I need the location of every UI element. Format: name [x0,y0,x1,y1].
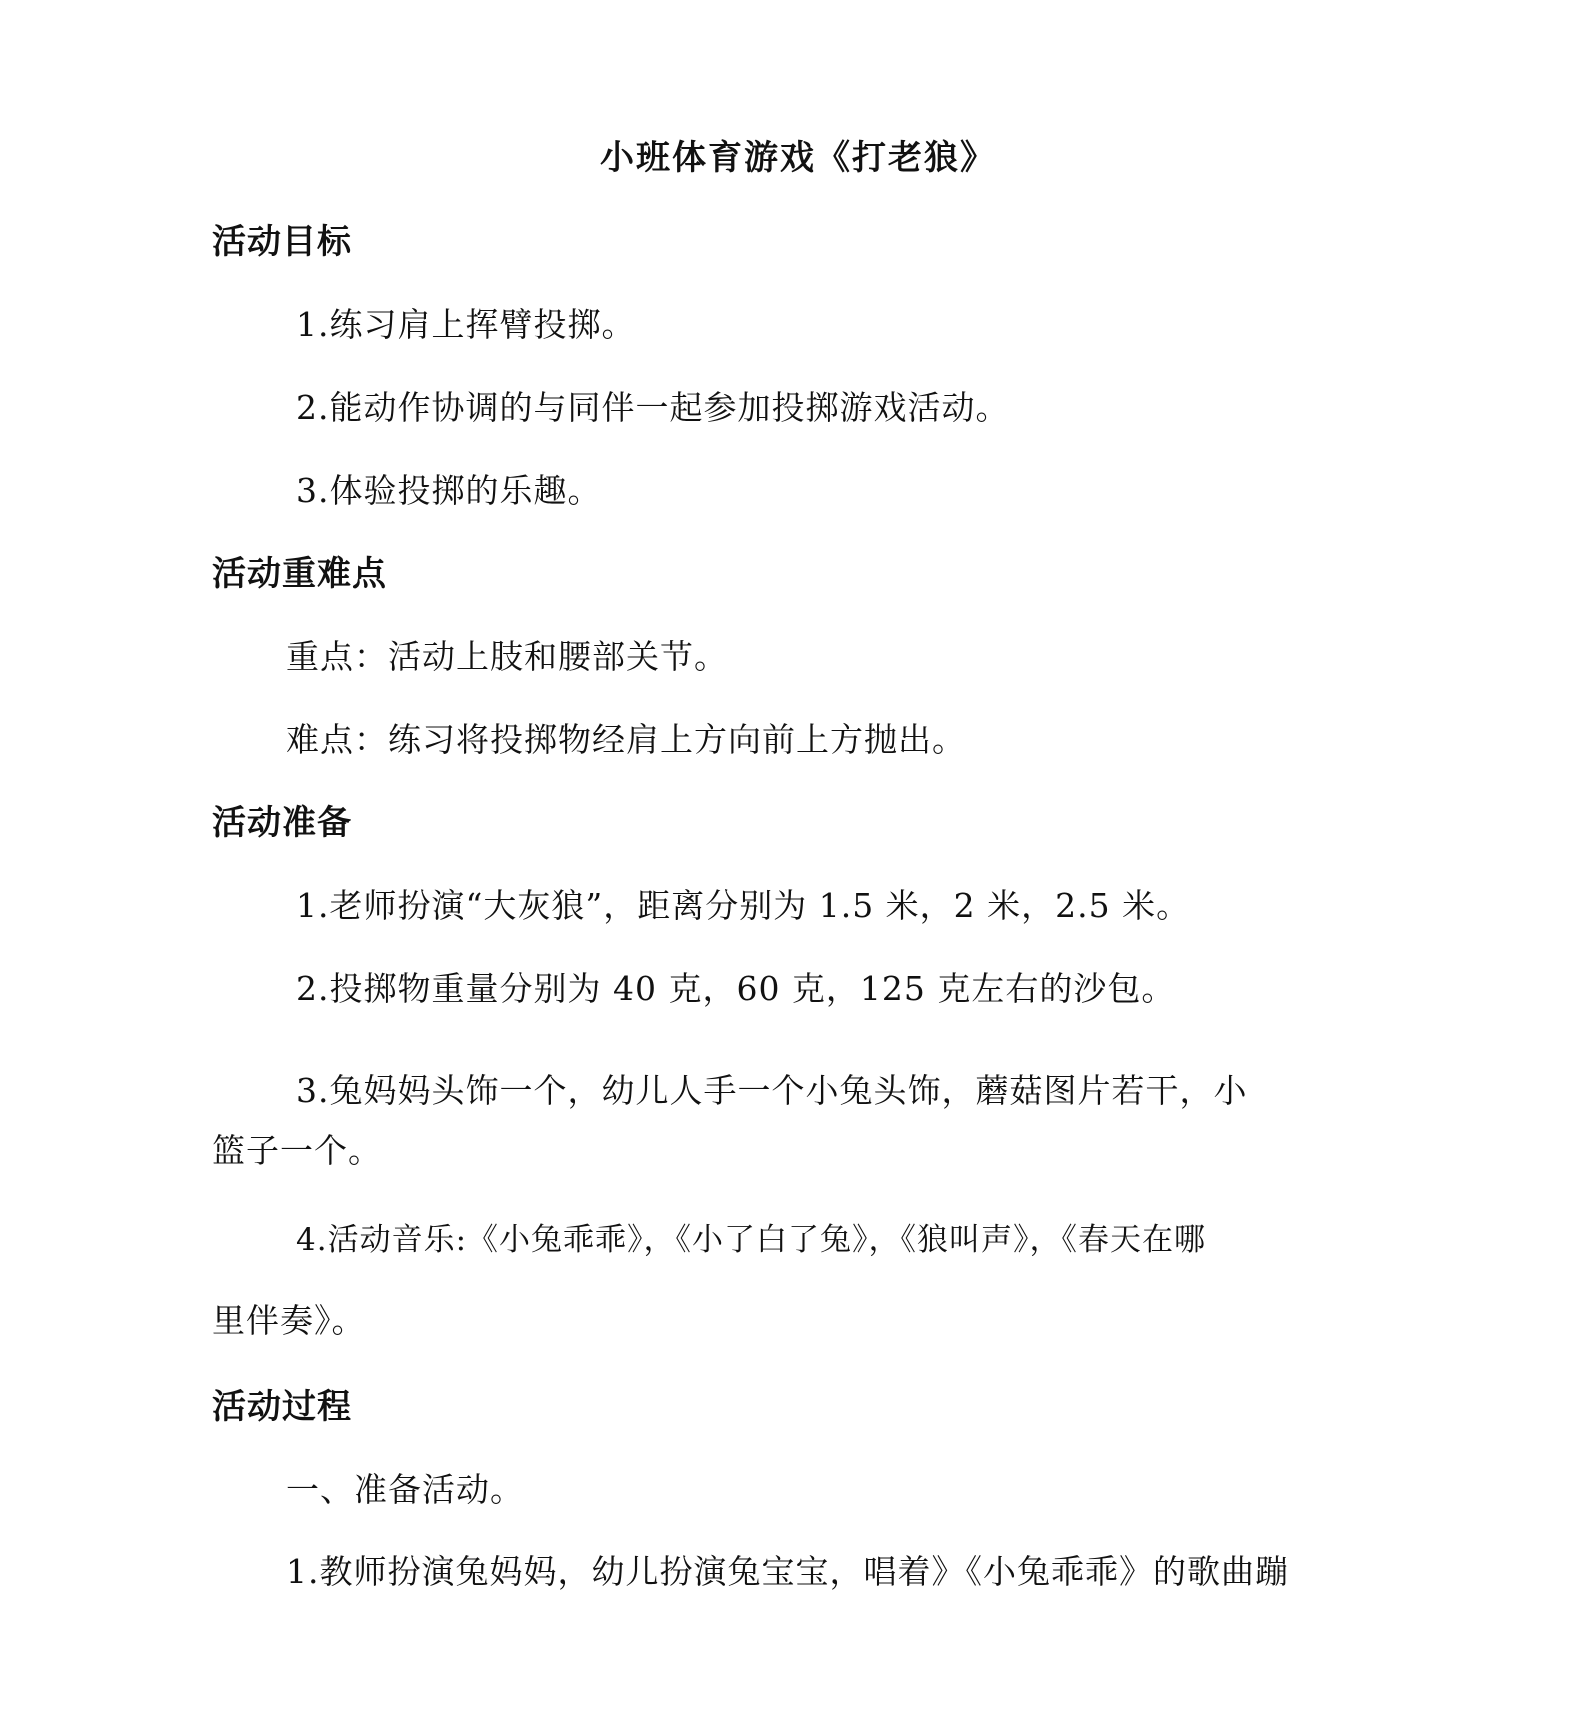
goal-item-2: 2.能动作协调的与同伴一起参加投掷游戏活动。 [296,388,1010,427]
process-step-1: 一、准备活动。 [286,1470,524,1509]
prep-item-3: 3.兔妈妈头饰一个，幼儿人手一个小兔头饰，蘑菇图片若干，小 [296,1071,1248,1110]
document-title: 小班体育游戏《打老狼》 [600,138,996,178]
prep-item-2: 2.投掷物重量分别为 40 克，60 克，125 克左右的沙包。 [296,969,1176,1008]
prep-item-3-continued: 篮子一个。 [212,1131,382,1170]
prep-item-4: 4.活动音乐:《小兔乖乖》，《小了白了兔》，《狼叫声》，《春天在哪 [296,1222,1207,1258]
key-point-line: 重点：活动上肢和腰部关节。 [286,637,728,676]
section-heading-key-points: 活动重难点 [212,554,387,594]
goal-item-3: 3.体验投掷的乐趣。 [296,471,602,510]
process-step-1-item-1: 1.教师扮演兔妈妈，幼儿扮演兔宝宝，唱着》《小兔乖乖》的歌曲蹦 [286,1552,1289,1591]
goal-item-1: 1.练习肩上挥臂投掷。 [296,305,636,344]
prep-item-4-continued: 里伴奏》。 [212,1301,366,1340]
prep-item-1: 1.老师扮演“大灰狼”，距离分别为 1.5 米，2 米，2.5 米。 [296,886,1191,925]
difficulty-line: 难点：练习将投掷物经肩上方向前上方抛出。 [286,720,966,759]
section-heading-preparation: 活动准备 [212,803,352,843]
section-heading-goals: 活动目标 [212,222,352,262]
section-heading-process: 活动过程 [212,1387,352,1427]
